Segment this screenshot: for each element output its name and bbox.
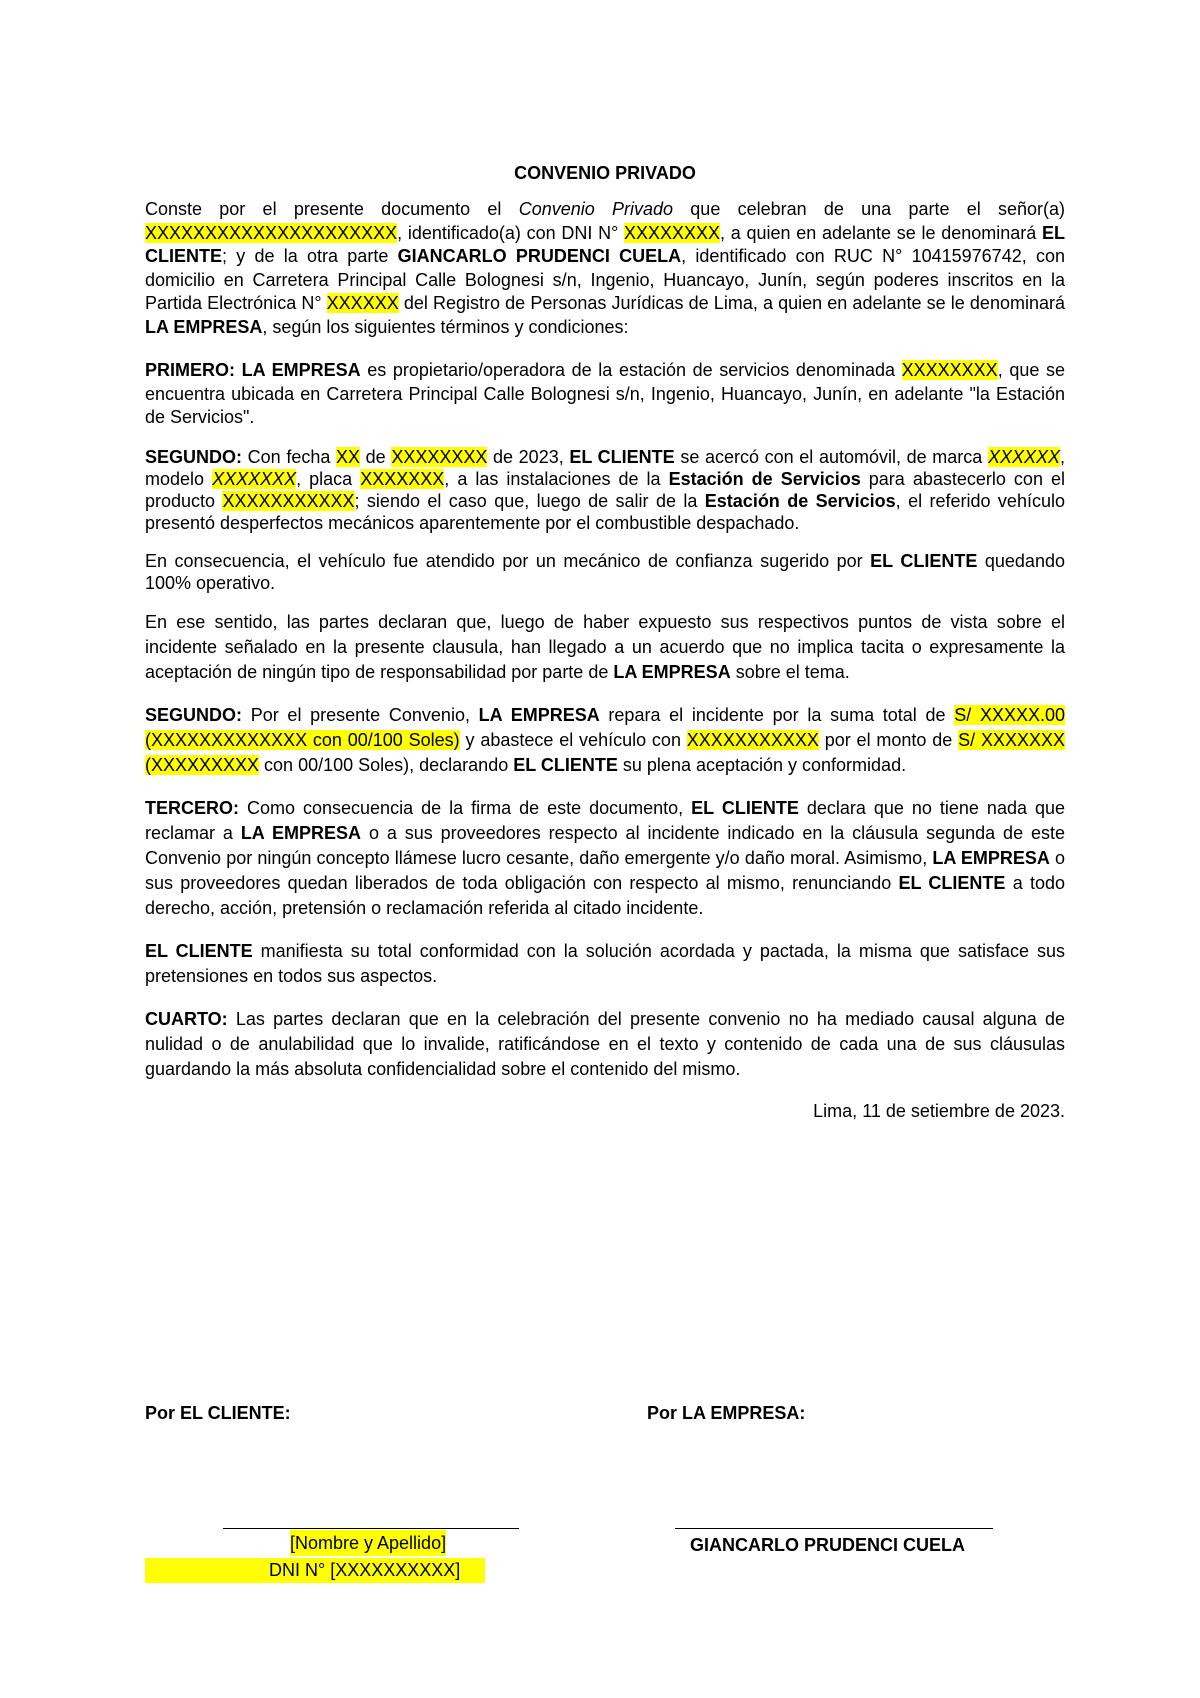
text: Conste por el presente documento el — [145, 199, 519, 219]
text: ; siendo el caso que, luego de salir de la — [354, 490, 705, 511]
placeholder-brand: XXXXXX — [987, 446, 1060, 467]
text: que celebran de una parte el señor(a) — [673, 199, 1066, 219]
text: sobre el tema. — [730, 661, 850, 682]
text: , identificado con RUC N° 10415976742, con domicilio en Carretera Principal Calle Bolognesi s/n, Ingenio, Huancayo, Junín, según poderes inscritos en la Partida Electrónica N° — [145, 246, 1065, 313]
document-title: CONVENIO PRIVADO — [514, 163, 696, 183]
clause-segundo-2 — [145, 703, 1065, 778]
clause-heading: PRIMERO: — [145, 360, 235, 380]
text: , identificado(a) con DNI N° — [397, 222, 624, 243]
placeholder-fuel-amount: S/ XXXXXXX (XXXXXXXXX — [145, 729, 1065, 775]
paragraph-sentido — [145, 610, 1065, 685]
text: para abastecerlo con el producto — [145, 468, 1065, 511]
client-signature-line — [223, 1528, 519, 1529]
company-signature-line — [675, 1528, 993, 1529]
text: a todo derecho, acción, pretensión o reclamación referida al citado incidente. — [145, 872, 1065, 918]
text: se acercó con el automóvil, de marca — [674, 446, 988, 467]
text: , según los siguientes términos y condiciones: — [262, 316, 629, 337]
text — [235, 360, 242, 380]
text: , placa — [296, 468, 361, 489]
placeholder-model: XXXXXXX — [212, 468, 297, 489]
text: declara que no tiene nada que reclamar a — [145, 797, 1065, 843]
company-signature-label: Por LA EMPRESA: — [647, 1403, 806, 1423]
text: de — [360, 446, 392, 467]
bold-text: Estación de Servicios — [668, 468, 861, 489]
clause-heading: SEGUNDO: — [145, 704, 243, 725]
bold-text: EL CLIENTE — [870, 550, 978, 571]
placeholder-amount: S/ XXXXX.00 (XXXXXXXXXXXXX con 00/100 Soles) — [145, 704, 1065, 750]
bold-text: Estación de Servicios — [704, 490, 896, 511]
clause-tercero — [145, 796, 1065, 921]
clause-heading: SEGUNDO: — [145, 446, 243, 467]
bold-text: LA EMPRESA — [145, 316, 263, 337]
placeholder-dni: XXXXXXXX — [623, 222, 721, 243]
clause-primero — [145, 359, 1065, 430]
clause-heading: CUARTO: — [145, 1008, 228, 1029]
placeholder-plate: XXXXXXX — [360, 468, 445, 489]
italic-text: Convenio Privado — [518, 199, 674, 219]
signature-block — [145, 1400, 1065, 1600]
bold-text: EL CLIENTE — [513, 754, 618, 775]
bold-text: EL CLIENTE — [145, 222, 1065, 266]
bold-text: LA EMPRESA — [240, 822, 362, 843]
bold-text: LA EMPRESA — [613, 661, 731, 682]
placeholder-fuel: XXXXXXXXXXX — [686, 729, 819, 750]
text: o sus proveedores quedan liberados de toda obligación con respecto al mismo, renunciando — [145, 847, 1066, 893]
document-date: Lima, 11 de setiembre de 2023. — [813, 1100, 1065, 1121]
text: y abastece el vehículo con — [459, 729, 687, 750]
text: , que se encuentra ubicada en Carretera Principal Calle Bolognesi s/n, Ingenio, Huancayo, Junín, en adelante "la Estación de Servicios". — [145, 360, 1065, 427]
text: del Registro de Personas Jurídicas de Lima, a quien en adelante se le denominará — [398, 293, 1065, 313]
clause-heading: TERCERO: — [145, 797, 239, 818]
text: En ese sentido, las partes declaran que, luego de haber expuesto sus respectivos puntos de vista sobre el incidente señalado en la presente clausula, han llegado a un acuerdo que no implica tacita o expresamente la aceptación de ningún tipo de responsabilidad por parte de — [145, 611, 1065, 682]
bold-text: LA EMPRESA — [478, 704, 600, 725]
text: por el monto de — [818, 729, 959, 750]
placeholder-product: XXXXXXXXXXX — [222, 490, 355, 511]
clause-segundo-1 — [145, 446, 1065, 534]
text: , modelo — [145, 446, 1065, 489]
text: Con fecha — [242, 446, 336, 467]
client-dni-placeholder — [145, 1558, 485, 1583]
text: o a sus proveedores respecto al incidente indicado en la cláusula segunda de este Convenio por ningún concepto llámese lucro cesante, daño emergente y/o daño moral. Asimismo, — [145, 822, 1065, 868]
bold-text: EL CLIENTE — [691, 797, 799, 818]
placeholder-day: XX — [336, 446, 361, 467]
text: , el referido vehículo presentó desperfectos mecánicos aparentemente por el combustible despachado. — [145, 490, 1065, 533]
text: Por el presente Convenio, — [242, 704, 479, 725]
client-signature-label: Por EL CLIENTE: — [145, 1403, 291, 1423]
text: , a las instalaciones de la — [444, 468, 669, 489]
placeholder-partida: XXXXXX — [326, 293, 399, 313]
placeholder-month: XXXXXXXX — [391, 446, 488, 467]
bold-text: EL CLIENTE — [898, 872, 1006, 893]
intro-paragraph — [145, 198, 1065, 339]
paragraph-consecuencia — [145, 550, 1065, 594]
text: con 00/100 Soles), declarando — [259, 754, 514, 775]
text: ; y de la otra parte — [222, 246, 398, 266]
text: su plena aceptación y conformidad. — [617, 754, 907, 775]
text: quedando 100% operativo. — [145, 550, 1065, 593]
client-name-placeholder: [Nombre y Apellido] — [290, 1530, 446, 1556]
paragraph-cliente-manifiesta — [145, 939, 1065, 989]
text: es propietario/operadora de la estación de servicios denominada — [360, 360, 902, 380]
placeholder-station: XXXXXXXX — [901, 360, 998, 380]
clause-cuarto — [145, 1007, 1065, 1082]
text: manifiesta su total conformidad con la solución acordada y pactada, la misma que satisface sus pretensiones en todos sus aspectos. — [145, 940, 1065, 986]
text: , a quien en adelante se le denominará — [720, 222, 1042, 243]
bold-text: EL CLIENTE — [569, 446, 675, 467]
client-dni-text: DNI N° [XXXXXXXXXX] — [269, 1560, 461, 1580]
bold-text: GIANCARLO PRUDENCI CUELA — [397, 246, 682, 266]
text: de 2023, — [487, 446, 570, 467]
bold-text: EL CLIENTE — [145, 940, 253, 961]
document-body — [145, 160, 1065, 1124]
text: En consecuencia, el vehículo fue atendido por un mecánico de confianza sugerido por — [145, 550, 871, 571]
bold-text: LA EMPRESA — [932, 847, 1050, 868]
bold-text: LA EMPRESA — [241, 360, 361, 380]
company-representative-name: GIANCARLO PRUDENCI CUELA — [690, 1535, 966, 1555]
text: repara el incidente por la suma total de — [599, 704, 955, 725]
placeholder-client-name: XXXXXXXXXXXXXXXXXXXXX — [145, 222, 398, 243]
text: Las partes declaran que en la celebración del presente convenio no ha mediado causal alguna de nulidad o de anulabilidad que lo invalide, ratificándose en el texto y contenido de cada una de sus cláusulas guardando la más absoluta confidencialidad sobre el contenido del mismo. — [145, 1008, 1065, 1079]
text: Como consecuencia de la firma de este documento, — [239, 797, 692, 818]
